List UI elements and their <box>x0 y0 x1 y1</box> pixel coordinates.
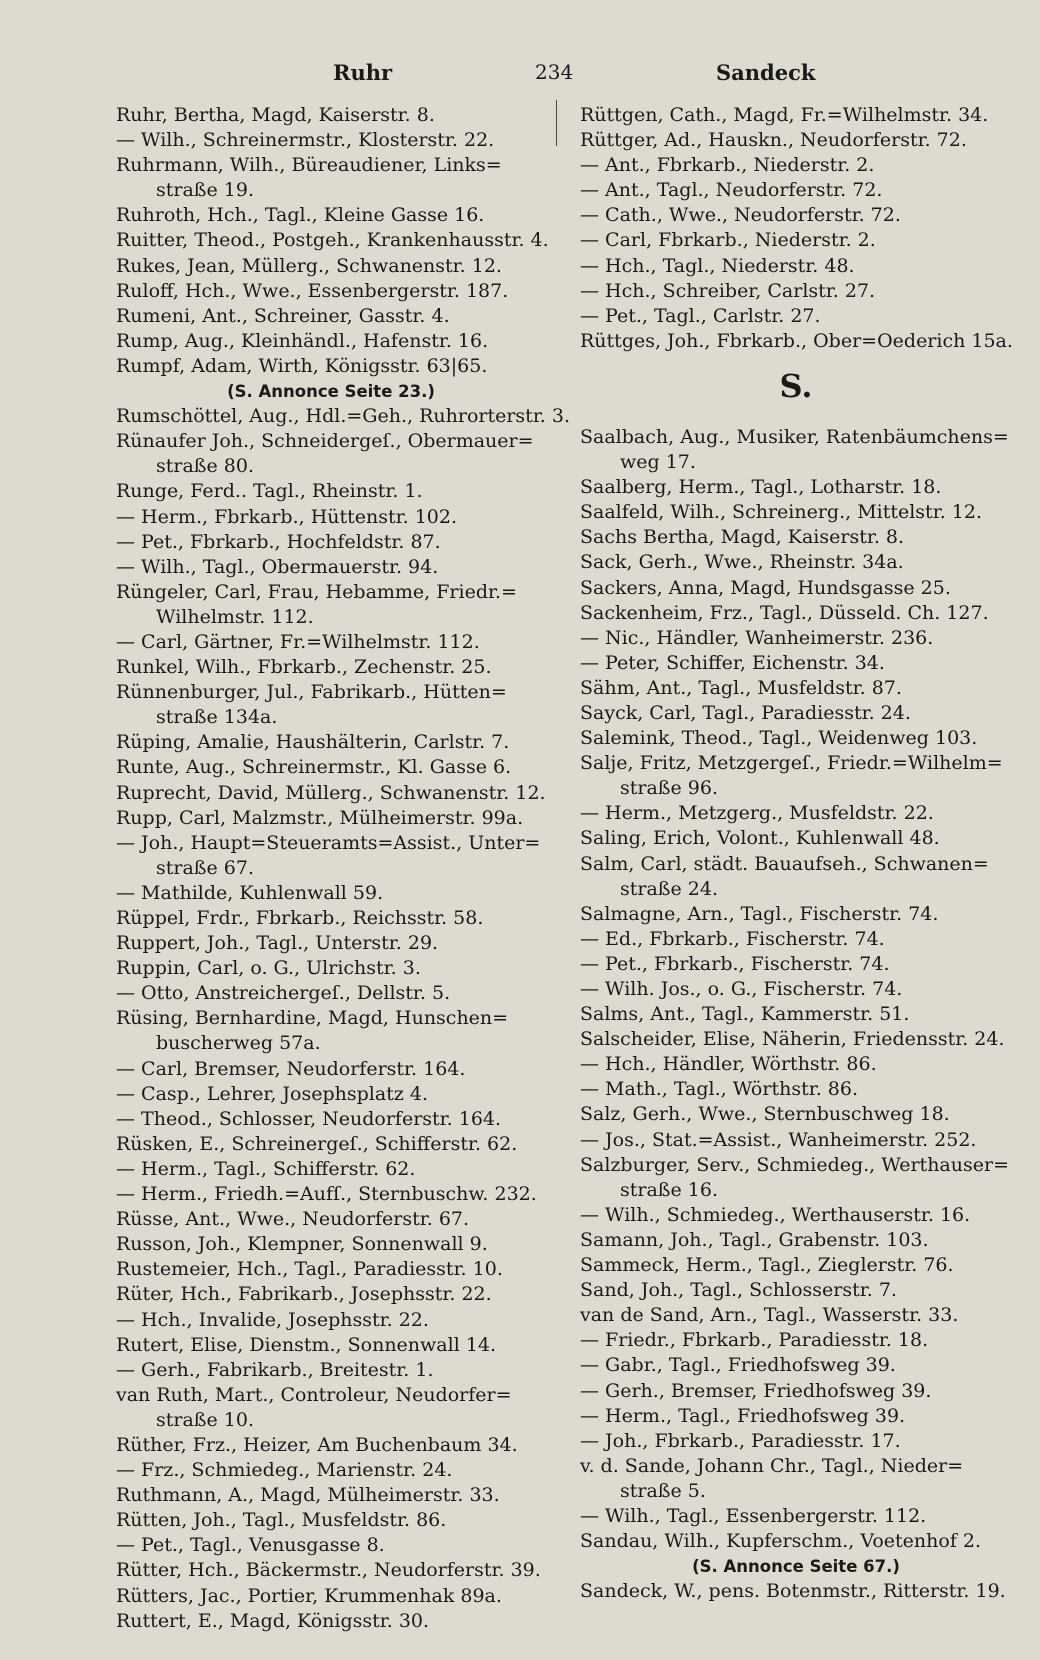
directory-entry: Sähm, Ant., Tagl., Musfeldstr. 87. <box>580 676 902 699</box>
directory-entry: Ruitter, Theod., Postgeh., Krankenhausstr. 4. <box>116 229 549 252</box>
directory-entry: — Carl, Fbrkarb., Niederstr. 2. <box>580 229 876 252</box>
directory-entry: — Wilh. Jos., o. G., Fischerstr. 74. <box>580 978 903 1000</box>
directory-entry: Rüther, Frz., Heizer, Am Buchenbaum 34. <box>116 1433 518 1456</box>
directory-entry: van Ruth, Mart., Controleur, Neudorfer= <box>116 1383 512 1406</box>
page-number: 234 <box>535 60 574 84</box>
directory-entry: Rump, Aug., Kleinhändl., Hafenstr. 16. <box>116 329 489 352</box>
directory-entry-continuation: straße 134a. <box>156 706 278 729</box>
directory-entry: Salm, Carl, städt. Bauaufseh., Schwanen= <box>580 852 989 875</box>
directory-entry: — Gabr., Tagl., Friedhofsweg 39. <box>580 1354 896 1377</box>
directory-entry: — Hch., Tagl., Niederstr. 48. <box>580 254 855 277</box>
directory-entry: Russon, Joh., Klempner, Sonnenwall 9. <box>116 1233 488 1256</box>
directory-entry-continuation: Wilhelmstr. 112. <box>156 605 314 628</box>
column-divider <box>556 100 557 146</box>
directory-entry: Rünaufer Joh., Schneidergeſ., Obermauer= <box>116 430 534 453</box>
directory-entry: Saalberg, Herm., Tagl., Lotharstr. 18. <box>580 476 942 499</box>
directory-entry-continuation: straße 16. <box>620 1178 718 1201</box>
directory-entry: Rüsing, Bernhardine, Magd, Hunschen= <box>116 1007 509 1030</box>
directory-entry: Rüngeler, Carl, Frau, Hebamme, Friedr.= <box>116 580 517 603</box>
directory-entry: — Pet., Fbrkarb., Fischerstr. 74. <box>580 952 890 975</box>
advertisement-note: (S. Annonce Seite 67.) <box>692 1557 900 1577</box>
directory-entry: — Pet., Fbrkarb., Hochfeldstr. 87. <box>116 530 441 553</box>
directory-entry: Saling, Erich, Volont., Kuhlenwall 48. <box>580 827 940 850</box>
directory-entry: Rumschöttel, Aug., Hdl.=Geh., Ruhrorterstr. 3. <box>116 405 571 428</box>
directory-entry: — Herm., Tagl., Friedhofsweg 39. <box>580 1404 906 1427</box>
directory-entry: van de Sand, Arn., Tagl., Wasserstr. 33. <box>580 1304 959 1327</box>
directory-entry: — Casp., Lehrer, Josephsplatz 4. <box>116 1082 429 1105</box>
header-first-entry: Ruhr <box>333 60 393 85</box>
directory-entry: Sackenheim, Frz., Tagl., Düsseld. Ch. 127. <box>580 601 989 624</box>
directory-entry: Salmagne, Arn., Tagl., Fischerstr. 74. <box>580 902 939 925</box>
directory-entry-continuation: buscherweg 57a. <box>156 1032 321 1055</box>
directory-entry: v. d. Sande, Johann Chr., Tagl., Nieder= <box>580 1454 964 1477</box>
directory-entry: Rüttgen, Cath., Magd, Fr.=Wilhelmstr. 34. <box>580 104 989 126</box>
right-column-top-entries <box>580 103 1012 354</box>
directory-entry: — Herm., Tagl., Schifferstr. 62. <box>116 1157 416 1180</box>
directory-entry: Rumpf, Adam, Wirth, Königsstr. 63|65. <box>116 354 488 377</box>
directory-entry: — Wilh., Schmiedeg., Werthauserstr. 16. <box>580 1203 971 1226</box>
directory-entry: Sayck, Carl, Tagl., Paradiesstr. 24. <box>580 701 911 724</box>
directory-entry: — Jos., Stat.=Assist., Wanheimerstr. 252. <box>580 1128 977 1151</box>
directory-entry: Ruppin, Carl, o. G., Ulrichstr. 3. <box>116 957 421 980</box>
directory-entry: Salje, Fritz, Metzgergeſ., Friedr.=Wilhelm= <box>580 752 1003 775</box>
directory-entry: — Hch., Händler, Wörthstr. 86. <box>580 1053 877 1076</box>
directory-entry: — Peter, Schiffer, Eichenstr. 34. <box>580 651 885 674</box>
directory-entry-continuation: straße 10. <box>156 1408 254 1431</box>
directory-entry-continuation: weg 17. <box>620 451 696 474</box>
directory-entry: — Nic., Händler, Wanheimerstr. 236. <box>580 626 934 649</box>
directory-entry: Rütter, Hch., Bäckermstr., Neudorferstr. 39. <box>116 1559 541 1582</box>
right-column-bottom-entries <box>580 425 1012 1604</box>
directory-entry: Rütters, Jac., Portier, Krummenhak 89a. <box>116 1584 502 1607</box>
left-column <box>116 103 571 1634</box>
directory-entry: — Carl, Gärtner, Fr.=Wilhelmstr. 112. <box>116 630 480 653</box>
directory-entry: — Wilh., Schreinermstr., Klosterstr. 22. <box>116 129 495 152</box>
directory-entry: — Ant., Fbrkarb., Niederstr. 2. <box>580 154 875 177</box>
directory-entry: — Mathilde, Kuhlenwall 59. <box>116 881 384 904</box>
section-letter-heading: S. <box>779 366 813 405</box>
directory-entry: Sack, Gerh., Wwe., Rheinstr. 34a. <box>580 551 904 574</box>
directory-entry-continuation: straße 96. <box>620 777 718 800</box>
directory-entry: Ruhrmann, Wilh., Büreaudiener, Links= <box>116 154 502 177</box>
directory-entry-continuation: straße 19. <box>156 179 254 202</box>
directory-entry: Ruppert, Joh., Tagl., Unterstr. 29. <box>116 932 439 955</box>
directory-entry: Rüppel, Frdr., Fbrkarb., Reichsstr. 58. <box>116 907 484 929</box>
directory-entry: Rüsken, E., Schreinergeſ., Schifferstr. 62. <box>116 1132 518 1155</box>
header-last-entry: Sandeck <box>716 60 816 85</box>
directory-entry: Rumeni, Ant., Schreiner, Gasstr. 4. <box>116 304 450 327</box>
directory-entry: Runkel, Wilh., Fbrkarb., Zechenstr. 25. <box>116 656 492 679</box>
directory-entry: Ruhroth, Hch., Tagl., Kleine Gasse 16. <box>116 204 485 227</box>
directory-entry: Salms, Ant., Tagl., Kammerstr. 51. <box>580 1003 910 1026</box>
directory-entry: Salzburger, Serv., Schmiedeg., Werthauser= <box>580 1153 1009 1176</box>
directory-entry-continuation: straße 80. <box>156 455 254 478</box>
directory-entry-continuation: straße 24. <box>620 877 718 900</box>
directory-entry: Rutert, Elise, Dienstm., Sonnenwall 14. <box>116 1333 497 1356</box>
directory-entry: — Pet., Tagl., Carlstr. 27. <box>580 304 821 327</box>
directory-entry: Rüping, Amalie, Haushälterin, Carlstr. 7. <box>116 731 510 754</box>
directory-entry: Salemink, Theod., Tagl., Weidenweg 103. <box>580 727 978 750</box>
directory-entry: Ruhr, Bertha, Magd, Kaiserstr. 8. <box>116 104 435 126</box>
directory-entry: Ruloff, Hch., Wwe., Essenbergerstr. 187. <box>116 279 509 302</box>
directory-entry: — Gerh., Bremser, Friedhofsweg 39. <box>580 1379 932 1402</box>
directory-entry: Sand, Joh., Tagl., Schlosserstr. 7. <box>580 1279 897 1302</box>
directory-entry: Runge, Ferd.. Tagl., Rheinstr. 1. <box>116 480 423 503</box>
directory-entry: Ruttert, E., Magd, Königsstr. 30. <box>116 1609 430 1632</box>
directory-entry: — Joh., Fbrkarb., Paradiesstr. 17. <box>580 1429 901 1452</box>
directory-entry: Rünnenburger, Jul., Fabrikarb., Hütten= <box>116 681 507 704</box>
directory-entry: Sandeck, W., pens. Botenmstr., Ritterstr. 19. <box>580 1580 1006 1603</box>
right-column <box>580 103 1012 1604</box>
directory-entry: — Ed., Fbrkarb., Fischerstr. 74. <box>580 927 885 950</box>
directory-entry: Rütten, Joh., Tagl., Musfeldstr. 86. <box>116 1509 447 1532</box>
directory-entry: Samann, Joh., Tagl., Grabenstr. 103. <box>580 1228 929 1251</box>
directory-entry-continuation: straße 67. <box>156 856 254 879</box>
directory-entry: — Gerh., Fabrikarb., Breitestr. 1. <box>116 1358 434 1381</box>
directory-entry: Sammeck, Herm., Tagl., Zieglerstr. 76. <box>580 1254 954 1277</box>
directory-entry: — Herm., Friedh.=Aufſ., Sternbuschw. 232. <box>116 1183 537 1206</box>
directory-entry: Rupp, Carl, Malzmstr., Mülheimerstr. 99a. <box>116 806 524 829</box>
directory-entry: — Hch., Invalide, Josephsstr. 22. <box>116 1308 429 1331</box>
page-header <box>0 52 1040 92</box>
directory-entry: — Herm., Metzgerg., Musfeldstr. 22. <box>580 802 934 825</box>
directory-entry: — Herm., Fbrkarb., Hüttenstr. 102. <box>116 505 458 528</box>
directory-entry: — Frz., Schmiedeg., Marienstr. 24. <box>116 1459 453 1482</box>
directory-entry: Rüsse, Ant., Wwe., Neudorferstr. 67. <box>116 1208 470 1231</box>
directory-entry: Salz, Gerh., Wwe., Sternbuschweg 18. <box>580 1103 950 1126</box>
directory-entry: Saalbach, Aug., Musiker, Ratenbäumchens= <box>580 425 1009 448</box>
directory-entry: — Theod., Schlosser, Neudorferstr. 164. <box>116 1107 502 1130</box>
directory-entry: Sandau, Wilh., Kupferschm., Voetenhof 2. <box>580 1530 982 1553</box>
directory-entry: Sachs Bertha, Magd, Kaiserstr. 8. <box>580 526 905 549</box>
directory-entry: — Wilh., Tagl., Obermauerstr. 94. <box>116 555 439 578</box>
directory-entry: Runte, Aug., Schreinermstr., Kl. Gasse 6. <box>116 756 512 779</box>
directory-entry: — Math., Tagl., Wörthstr. 86. <box>580 1078 859 1101</box>
directory-entry: — Pet., Tagl., Venusgasse 8. <box>116 1534 385 1557</box>
advertisement-note: (S. Annonce Seite 23.) <box>227 382 435 402</box>
directory-entry: — Hch., Schreiber, Carlstr. 27. <box>580 279 876 302</box>
directory-entry: Rustemeier, Hch., Tagl., Paradiesstr. 10. <box>116 1258 503 1281</box>
directory-entry: Rüttger, Ad., Hauskn., Neudorferstr. 72. <box>580 129 967 152</box>
directory-entry: Rüter, Hch., Fabrikarb., Josephsstr. 22. <box>116 1283 492 1306</box>
directory-entry: Saalfeld, Wilh., Schreinerg., Mittelstr. 12. <box>580 501 982 524</box>
directory-entry: — Otto, Anstreichergeſ., Dellstr. 5. <box>116 982 451 1005</box>
directory-entry: — Carl, Bremser, Neudorferstr. 164. <box>116 1057 466 1080</box>
directory-entry: Rukes, Jean, Müllerg., Schwanenstr. 12. <box>116 254 502 277</box>
directory-entry: — Friedr., Fbrkarb., Paradiesstr. 18. <box>580 1329 929 1352</box>
directory-entry: Rüttges, Joh., Fbrkarb., Ober=Oederich 15a. <box>580 329 1013 352</box>
directory-entry: — Cath., Wwe., Neudorferstr. 72. <box>580 204 901 227</box>
directory-entry: Ruprecht, David, Müllerg., Schwanenstr. 12. <box>116 781 546 804</box>
directory-entry: — Ant., Tagl., Neudorferstr. 72. <box>580 179 883 202</box>
directory-entry-continuation: straße 5. <box>620 1479 706 1502</box>
directory-entry: — Joh., Haupt=Steueramts=Assist., Unter= <box>116 831 541 854</box>
directory-entry: Ruthmann, A., Magd, Mülheimerstr. 33. <box>116 1484 500 1507</box>
directory-entry: — Wilh., Tagl., Essenbergerstr. 112. <box>580 1504 927 1527</box>
directory-entry: Sackers, Anna, Magd, Hundsgasse 25. <box>580 576 951 599</box>
directory-entry: Salscheider, Elise, Näherin, Friedensstr. 24. <box>580 1028 1005 1051</box>
